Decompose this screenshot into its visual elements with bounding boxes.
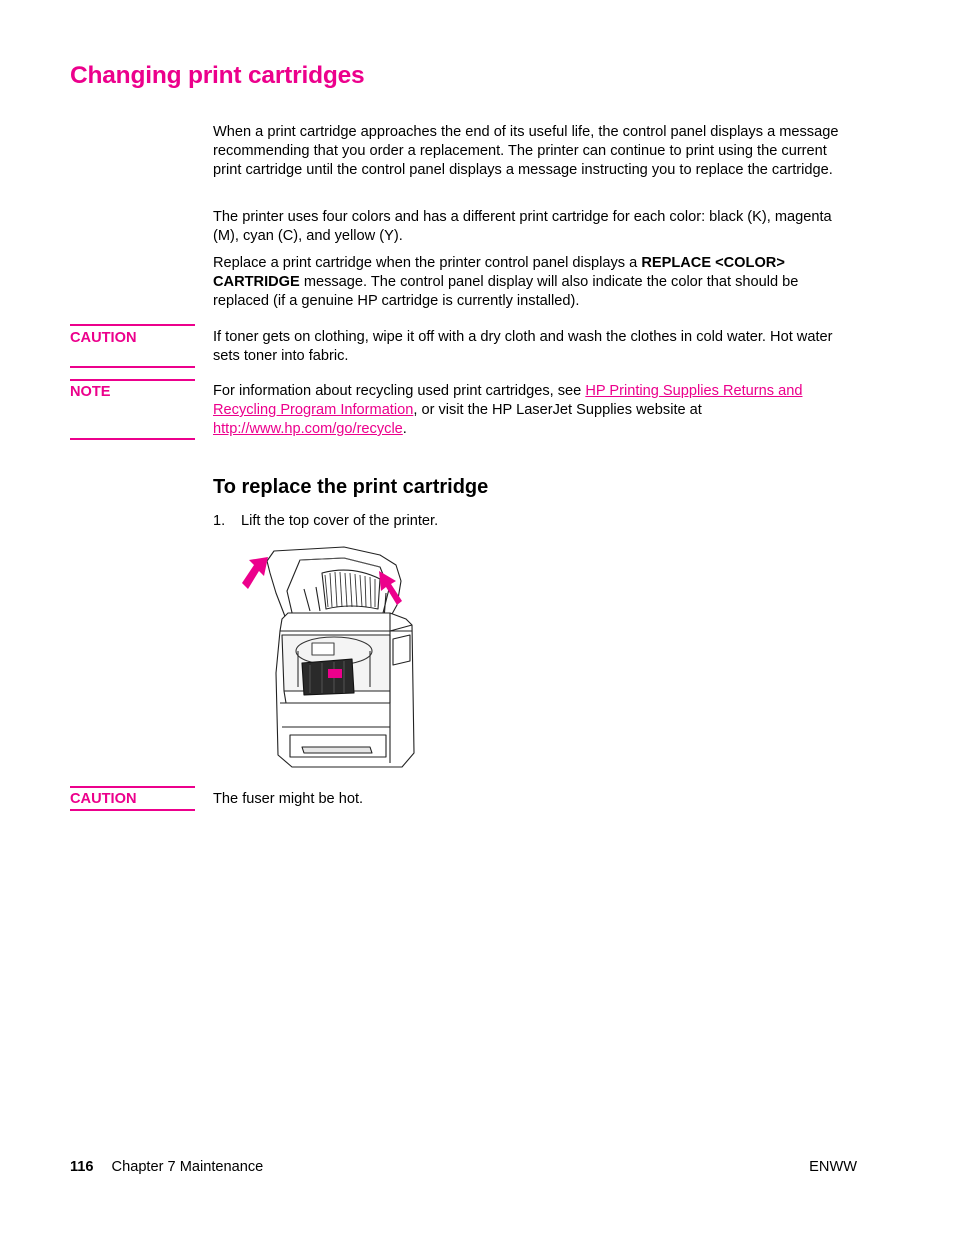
recycling-program-link[interactable]: HP Printing Supplies Returns and Recycling Program Information: [213, 383, 803, 418]
p3-text-after: message. The control panel display will also indicate the color that should be replaced (if a genuine HP cartridge is currently installed).: [213, 274, 799, 309]
caution-label: CAUTION: [70, 330, 137, 346]
intro-paragraph-1: When a print cartridge approaches the end of its useful life, the control panel displays a message recommending that you order a replacement. The printer can continue to print using the current print cartridge until the control panel displays a message instructing you to replace the cartridge.: [213, 124, 839, 178]
intro-paragraph-3: [213, 254, 853, 311]
note-text-before: For information about recycling used print cartridges, see: [213, 383, 586, 399]
note-text-after: .: [402, 421, 407, 437]
page-number: 116: [70, 1159, 94, 1175]
page-title: Changing print cartridges: [70, 62, 365, 89]
caution2-rule-top: [70, 786, 195, 788]
hp-recycle-url-link[interactable]: http://www.hp.com/go/recycle: [213, 421, 403, 437]
note-rule-bottom: [70, 438, 195, 440]
replace-cartridge-message: REPLACE <COLOR> CARTRIDGE: [213, 255, 785, 290]
intro-paragraph-2: The printer uses four colors and has a different print cartridge for each color: black (K), magenta (M), cyan (C), and yellow (Y).: [213, 209, 832, 244]
caution2-label: CAUTION: [70, 791, 137, 807]
caution-text: If toner gets on clothing, wipe it off with a dry cloth and wash the clothes in cold water. Hot water sets toner into fabric.: [213, 329, 833, 364]
cover-ribs: [325, 572, 375, 607]
footer-right: ENWW: [809, 1159, 857, 1175]
caution-rule-top: [70, 324, 195, 326]
section-heading: To replace the print cartridge: [213, 476, 489, 498]
footer-left: [70, 1158, 263, 1177]
p3-text-before: Replace a print cartridge when the printer control panel displays a: [213, 255, 642, 271]
step-1: [213, 512, 853, 531]
caution2-text: The fuser might be hot.: [213, 791, 364, 807]
note-text-middle: , or visit the HP LaserJet Supplies website at: [413, 402, 702, 418]
paper-tray: [290, 735, 386, 757]
note-text: [213, 382, 853, 439]
caution-rule-bottom: [70, 366, 195, 368]
note-rule-top: [70, 379, 195, 381]
note-label: NOTE: [70, 384, 111, 400]
printer-top-cover-illustration: [240, 543, 430, 771]
step-text: Lift the top cover of the printer.: [241, 513, 439, 529]
caution2-rule-bottom: [70, 809, 195, 811]
chapter-label: Chapter 7 Maintenance: [111, 1159, 264, 1175]
left-arrow-icon: [242, 557, 268, 589]
step-number: 1.: [213, 513, 226, 529]
